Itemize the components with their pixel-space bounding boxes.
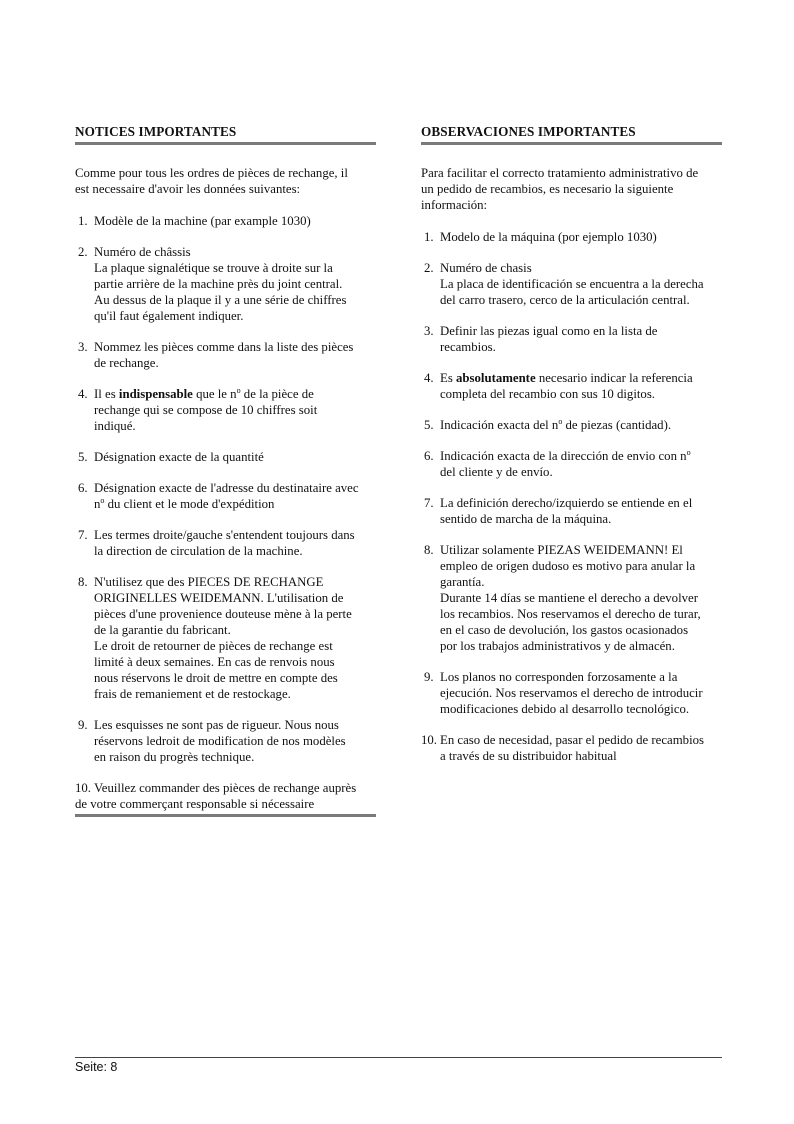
list-item: 6. Indicación exacta de la dirección de envio con $n^o$ del cliente y de envío.: [424, 448, 691, 479]
footer-rule: [75, 1057, 722, 1058]
list-item: 8. N'utilisez que des PIECES DE RECHANGE ORIGINELLES WEIDEMANN. L'utilisation de pièces d'une provenience douteuse mène à la perte de la garantie du fabricant. Le droit de retourner de pièces de rechange est limité à deux semaines. En cas de renvois nous nous réservons le droit de mettre en compte des frais de remaniement et de restockage.: [78, 575, 352, 701]
list-item: 8. Utilizar solamente PIEZAS WEIDEMANN! El empleo de origen dudoso es motivo para anular la garantía. Durante 14 días se mantiene el derecho a devolver los recambios. Nos reservamos el derecho de turar, en el caso de devolución, los gastos ocasionados por los trabajos administrativos y de almacén.: [424, 543, 701, 653]
list-item: 2. Numéro de chasis La placa de identificación se encuentra a la derecha del carro trasero, cerco de la articulación central.: [424, 261, 704, 307]
list-item: 3. Nommez les pièces comme dans la liste des pièces de rechange.: [78, 340, 354, 370]
list-item: 10. En caso de necesidad, pasar el pedido de recambios a través de su distribuidor habitual: [421, 733, 705, 763]
left-bottom-rule: [75, 814, 376, 817]
list-item: 4. Es absolutamente necesario indicar la referencia completa del recambio con sus 10 digitos.: [424, 371, 693, 401]
left-intro: Comme pour tous les ordres de pièces de rechange, il est necessaire d'avoir les données suivantes:: [75, 166, 348, 196]
left-item-list: [75, 213, 376, 812]
list-item: 7. Les termes droite/gauche s'entendent toujours dans la direction de circulation de la machine.: [78, 528, 355, 558]
list-item: 5. Désignation exacte de la quantité: [78, 450, 264, 464]
list-item: 6. Désignation exacte de l'adresse du destinataire avec $n^o$ du client et le mode d'expédition: [78, 481, 359, 511]
list-item: 3. Definir las piezas igual como en la lista de recambios.: [424, 324, 658, 354]
right-column: [421, 124, 722, 764]
page-number: Seite: 8: [75, 1060, 118, 1074]
list-item: 1. Modelo de la máquina (por ejemplo 1030): [424, 230, 657, 244]
left-column: [75, 124, 376, 817]
list-item: 9. Les esquisses ne sont pas de rigueur. Nous nous réservons ledroit de modification de nos modèles en raison du progrès technique.: [78, 718, 346, 764]
list-item: 1. Modèle de la machine (par example 1030): [78, 214, 311, 228]
right-heading-rule: [421, 142, 722, 145]
right-heading: OBSERVACIONES IMPORTANTES: [421, 124, 636, 139]
list-item: 4. Il es indispensable que le $n^o$ de la pièce de rechange qui se compose de 10 chiffres soit indiqué.: [78, 386, 318, 433]
list-item: 10. Veuillez commander des pièces de rechange auprès de votre commerçant responsable si nécessaire: [75, 781, 357, 811]
list-item: 9. Los planos no corresponden forzosamente a la ejecución. Nos reservamos el derecho de introducir modificaciones debido al desarrollo tecnológico.: [424, 670, 703, 716]
list-item: 7. La definición derecho/izquierdo se entiende en el sentido de marcha de la máquina.: [424, 496, 693, 526]
list-item: 2. Numéro de châssis La plaque signalétique se trouve à droite sur la partie arrière de la machine près du joint central. Au dessus de la plaque il y a une série de chiffres qu'il faut également indiquer.: [78, 245, 347, 323]
right-intro: Para facilitar el correcto tratamiento administrativo de un pedido de recambios, es necesario la siguiente información:: [421, 166, 699, 212]
right-item-list: [421, 229, 722, 764]
left-heading-rule: [75, 142, 376, 145]
list-item: 5. Indicación exacta del $n^o$ de piezas (cantidad).: [424, 417, 672, 432]
left-heading: NOTICES IMPORTANTES: [75, 124, 237, 139]
